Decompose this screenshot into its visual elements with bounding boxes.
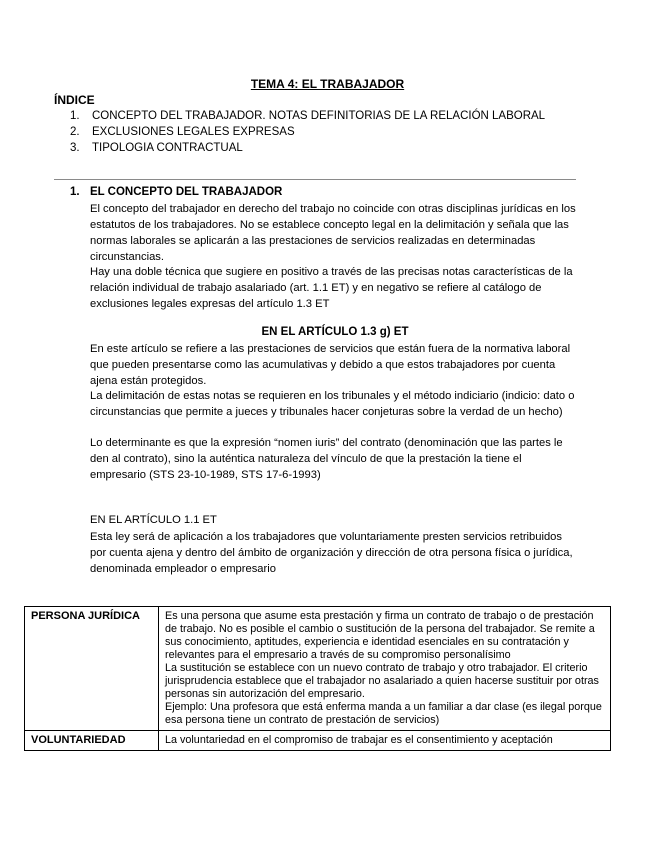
index-item-text: CONCEPTO DEL TRABAJADOR. NOTAS DEFINITORIAS DE LA RELACIÓN LABORAL [92, 110, 546, 122]
subheading-article-1-3g: EN EL ARTÍCULO 1.3 g) ET [261, 326, 409, 338]
table-row [25, 731, 611, 751]
definition-line: Ejemplo: Una profesora que está enferma manda a un familiar a dar clase (es ilegal porque esa persona tiene un contrato de prestación de servicios) [165, 701, 602, 726]
table-row [25, 607, 611, 731]
paragraph-double-technique: Hay una doble técnica que sugiere en positivo a través de las precisas notas características de la relación individual de trabajo asalariado (art. 1.1 ET) y en negativo se refiere al catálogo de exclusiones legales expresas del artículo 1.3 ET [90, 266, 573, 310]
index-list [70, 108, 545, 156]
section-heading-text: EL CONCEPTO DEL TRABAJADOR [90, 186, 283, 198]
index-item-number: 3. [70, 142, 80, 154]
index-item-text: TIPOLOGIA CONTRACTUAL [92, 142, 243, 154]
section-divider [54, 179, 576, 180]
subheading-article-1-1: EN EL ARTÍCULO 1.1 ET [90, 514, 217, 526]
index-item [70, 140, 545, 156]
definition-line: La sustitución se establece con un nuevo contrato de trabajo y otro trabajador. El criterio jurisprudencia establece que el trabajador no asalariado a quien hacerse sustituir por otras personas sin autorización del empresario. [165, 662, 599, 700]
section-heading [70, 186, 282, 198]
paragraph-article-scope: En este artículo se refiere a las prestaciones de servicios que están fuera de la normativa laboral que pueden presentarse como las acumulativas y debido a que estos trabajadores por cuenta ajena están protegidos. [90, 343, 571, 387]
document-title: TEMA 4: EL TRABAJADOR [250, 77, 405, 91]
index-item-number: 1. [70, 110, 80, 122]
table-definition [159, 607, 611, 731]
paragraph-indicia-method: La delimitación de estas notas se requieren en los tribunales y el método indiciario (indicio: dato o circunstancias que permite a jueces y tribunales hacer conjeturas sobre la verdad de un hecho) [90, 390, 575, 418]
paragraph-concept: El concepto del trabajador en derecho del trabajo no coincide con otras disciplinas jurídicas en los estatutos de los trabajadores. No se establece concepto legal en la delimitación y señala que las normas laborales se aplicarán a las prestaciones de servicios realizadas en determinadas circunstancias. [90, 203, 576, 263]
index-item [70, 108, 545, 124]
index-item-text: EXCLUSIONES LEGALES EXPRESAS [92, 126, 295, 138]
table-definition [159, 731, 611, 751]
table-term: VOLUNTARIEDAD [25, 731, 159, 751]
definition-line: Es una persona que asume esta prestación y firma un contrato de trabajo o de prestación de trabajo. No es posible el cambio o sustitución de la persona del trabajador. Se remite a sus conocimiento, aptitudes, experiencia e identidad esenciales en su contratación y relevantes para el empresario a través de su compromiso personalísimo [165, 610, 595, 661]
index-label: ÍNDICE [54, 93, 95, 107]
section-number: 1. [70, 186, 80, 198]
index-item [70, 124, 545, 140]
definition-line: La voluntariedad en el compromiso de trabajar es el consentimiento y aceptación [165, 734, 553, 746]
index-item-number: 2. [70, 126, 80, 138]
paragraph-nomen-iuris: Lo determinante es que la expresión “nomen iuris” del contrato (denominación que las partes le den al contrato), sino la auténtica naturaleza del vínculo de que la prestación la tiene el empresario (STS 23-10-1989, STS 17-6-1993) [90, 437, 563, 481]
paragraph-article-1-1: Esta ley será de aplicación a los trabajadores que voluntariamente presten servicios retribuidos por cuenta ajena y dentro del ámbito de organización y dirección de otra persona física o jurídica, denominada empleador o empresario [90, 531, 573, 575]
table-term: PERSONA JURÍDICA [25, 607, 159, 731]
definitions-table [24, 606, 611, 751]
